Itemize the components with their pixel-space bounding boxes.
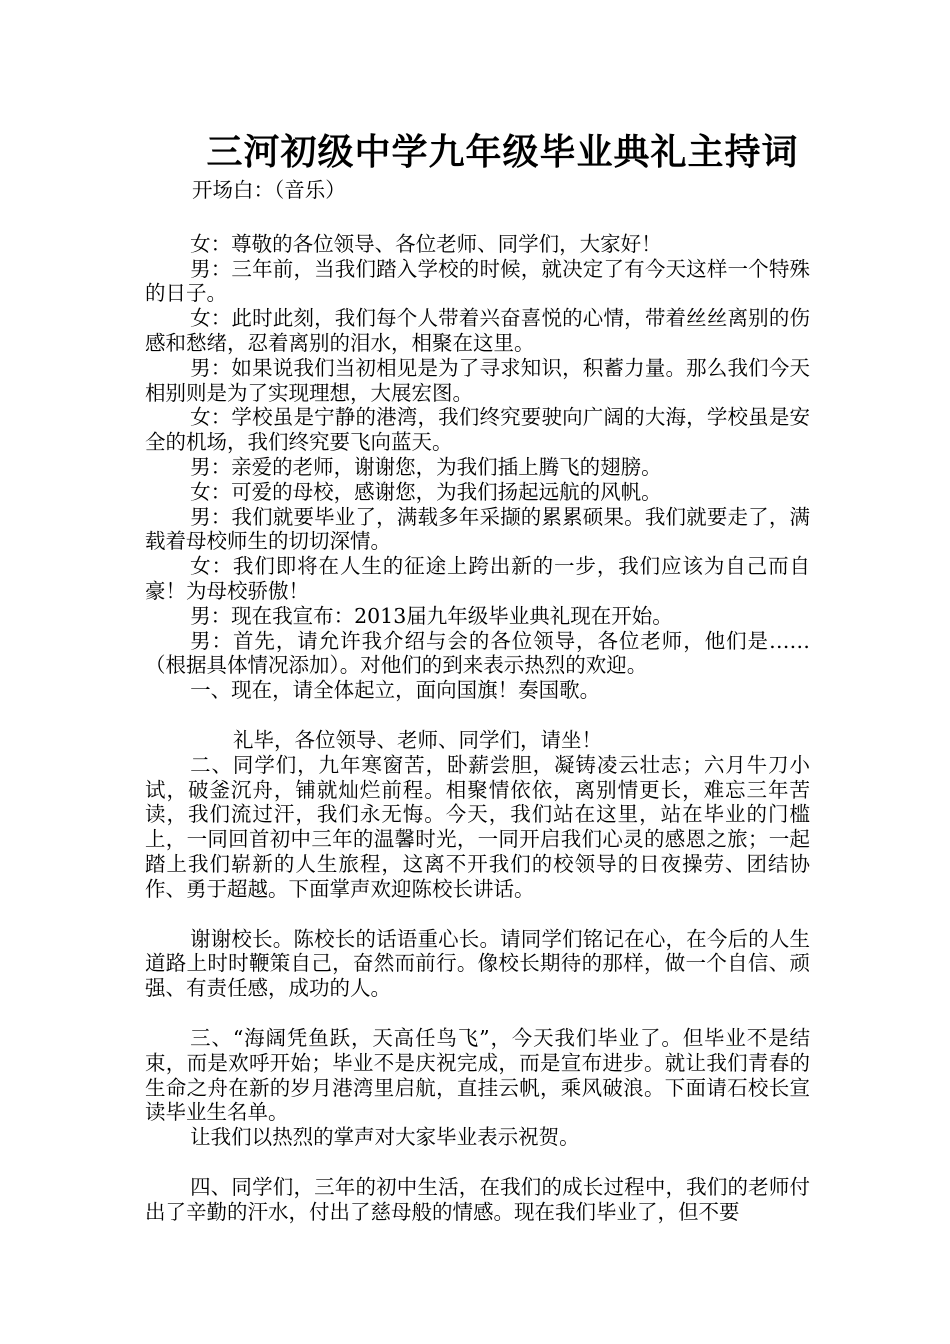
section-two: 二、同学们，九年寒窗苦，卧薪尝胆，凝铸凌云壮志；六月牛刀小试，破釜沉舟，铺就灿烂前程。相聚情依依，离别情更长，难忘三年苦读，我们流过汗，我们永无悔。今天，我们站在这里，站在毕业的门槛上，一同回首初中三年的温馨时光，一同开启我们心灵的感恩之旅；一起踏上我们崭新的人生旅程，这离不开我们的校领导的日夜操劳、团结协作、勇于超越。下面掌声欢迎陈校长讲话。 (145, 752, 810, 901)
paragraph: 男：三年前，当我们踏入学校的时候，就决定了有今天这样一个特殊的日子。 (145, 256, 810, 306)
blank-line (145, 703, 810, 728)
paragraph: 男：我们就要毕业了，满载多年采撷的累累硕果。我们就要走了，满载着母校师生的切切深情。 (145, 504, 810, 554)
paragraph: 男：现在我宣布：2013届九年级毕业典礼现在开始。 (190, 603, 673, 628)
opening-line: 开场白：（音乐） (192, 178, 346, 202)
blank-line (145, 902, 810, 927)
paragraph: 女：尊敬的各位领导、各位老师、同学们，大家好！ (190, 231, 662, 256)
paragraph: 男：首先，请允许我介绍与会的各位领导，各位老师，他们是……（根据具体情况添加）。对他们的到来表示热烈的欢迎。 (145, 628, 810, 678)
paragraph: 一、现在，请全体起立，面向国旗！奏国歌。 (190, 678, 601, 703)
blank-line (145, 1001, 810, 1026)
paragraph: 男：如果说我们当初相见是为了寻求知识，积蓄力量。那么我们今天相别则是为了实现理想，大展宏图。 (145, 355, 810, 405)
applause-line: 让我们以热烈的掌声对大家毕业表示祝贺。 (190, 1125, 580, 1150)
section-three: 三、“海阔凭鱼跃，天高任鸟飞”，今天我们毕业了。但毕业不是结束，而是欢呼开始；毕业不是庆祝完成，而是宣布进步。就让我们青春的生命之舟在新的岁月港湾里启航，直挂云帆，乘风破浪。下面请石校长宣读毕业生名单。 (145, 1025, 810, 1125)
paragraph: 女：可爱的母校，感谢您，为我们扬起远航的风帆。 (190, 479, 662, 504)
paragraph: 女：学校虽是宁静的港湾，我们终究要驶向广阔的大海，学校虽是安全的机场，我们终究要飞向蓝天。 (145, 405, 810, 455)
paragraph: 女：我们即将在人生的征途上跨出新的一步，我们应该为自己而自豪！为母校骄傲！ (145, 554, 810, 603)
blank-line (145, 1150, 810, 1175)
document-title: 三河初级中学九年级毕业典礼主持词 (206, 132, 799, 173)
paragraph: 男：亲爱的老师，谢谢您，为我们插上腾飞的翅膀。 (190, 454, 662, 479)
thanks-principal: 谢谢校长。陈校长的话语重心长。请同学们铭记在心，在今后的人生道路上时时鞭策自己，奋然而前行。像校长期待的那样，做一个自信、顽强、有责任感，成功的人。 (145, 926, 810, 1001)
seated-line: 礼毕，各位领导、老师、同学们，请坐！ (233, 727, 602, 752)
document-page (145, 128, 810, 1224)
section-four: 四、同学们，三年的初中生活，在我们的成长过程中，我们的老师付出了辛勤的汗水，付出了慈母般的情感。现在我们毕业了，但不要 (145, 1174, 810, 1224)
paragraph: 女：此时此刻，我们每个人带着兴奋喜悦的心情，带着丝丝离别的伤感和愁绪，忍着离别的泪水，相聚在这里。 (145, 306, 810, 355)
